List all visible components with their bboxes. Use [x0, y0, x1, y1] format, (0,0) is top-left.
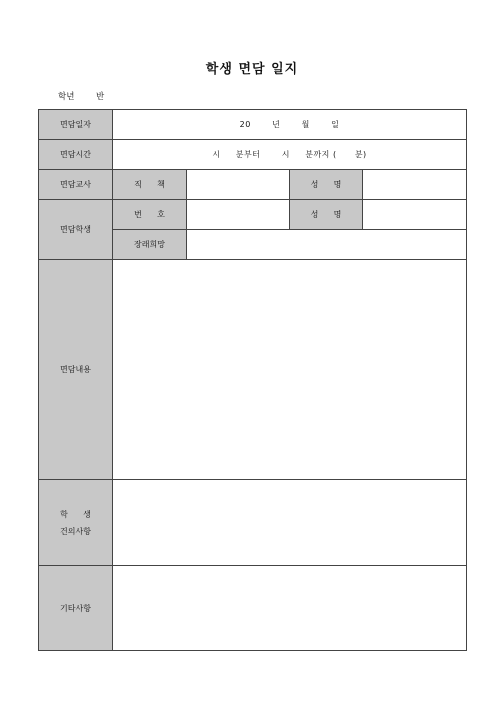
date-value-text: 20 년 월 일 [239, 120, 340, 129]
number-label [113, 200, 187, 230]
etc-label: 기타사항 [39, 566, 113, 651]
etc-row [39, 566, 467, 651]
class-label: 반 [96, 92, 105, 102]
suggestion-label-line1: 학 생 [60, 509, 91, 519]
teacher-row [39, 170, 467, 200]
grade-label: 학년 [58, 92, 75, 102]
teacher-name-field[interactable] [363, 170, 467, 200]
grade-class-line [58, 90, 104, 102]
interview-form-table [38, 109, 467, 651]
content-row [39, 260, 467, 480]
student-name-label-text: 성 명 [310, 210, 342, 219]
position-label [113, 170, 187, 200]
time-value-text: 시 분부터 시 분까지 ( 분) [212, 150, 367, 159]
teacher-name-label [290, 170, 363, 200]
content-label: 면담내용 [39, 260, 113, 480]
suggestion-row [39, 480, 467, 566]
teacher-name-label-text: 성 명 [310, 180, 342, 189]
date-row [39, 110, 467, 140]
student-name-field[interactable] [363, 200, 467, 230]
student-row [39, 200, 467, 230]
position-field[interactable] [187, 170, 290, 200]
suggestion-label-line2: 건의사항 [60, 526, 91, 536]
date-label: 면담일자 [39, 110, 113, 140]
page-title: 학생 면담 일지 [205, 62, 299, 77]
number-label-text: 번 호 [134, 210, 165, 219]
student-name-label [290, 200, 363, 230]
number-field[interactable] [187, 200, 290, 230]
teacher-label: 면담교사 [39, 170, 113, 200]
time-value[interactable] [113, 140, 467, 170]
date-value[interactable] [113, 110, 467, 140]
time-row [39, 140, 467, 170]
future-field[interactable] [187, 230, 467, 260]
future-label: 장래희망 [113, 230, 187, 260]
suggestion-field[interactable] [113, 480, 467, 566]
content-field[interactable] [113, 260, 467, 480]
time-label: 면담시간 [39, 140, 113, 170]
position-label-text: 직 책 [134, 180, 165, 189]
student-label: 면담학생 [39, 200, 113, 260]
suggestion-label [39, 480, 113, 566]
etc-field[interactable] [113, 566, 467, 651]
